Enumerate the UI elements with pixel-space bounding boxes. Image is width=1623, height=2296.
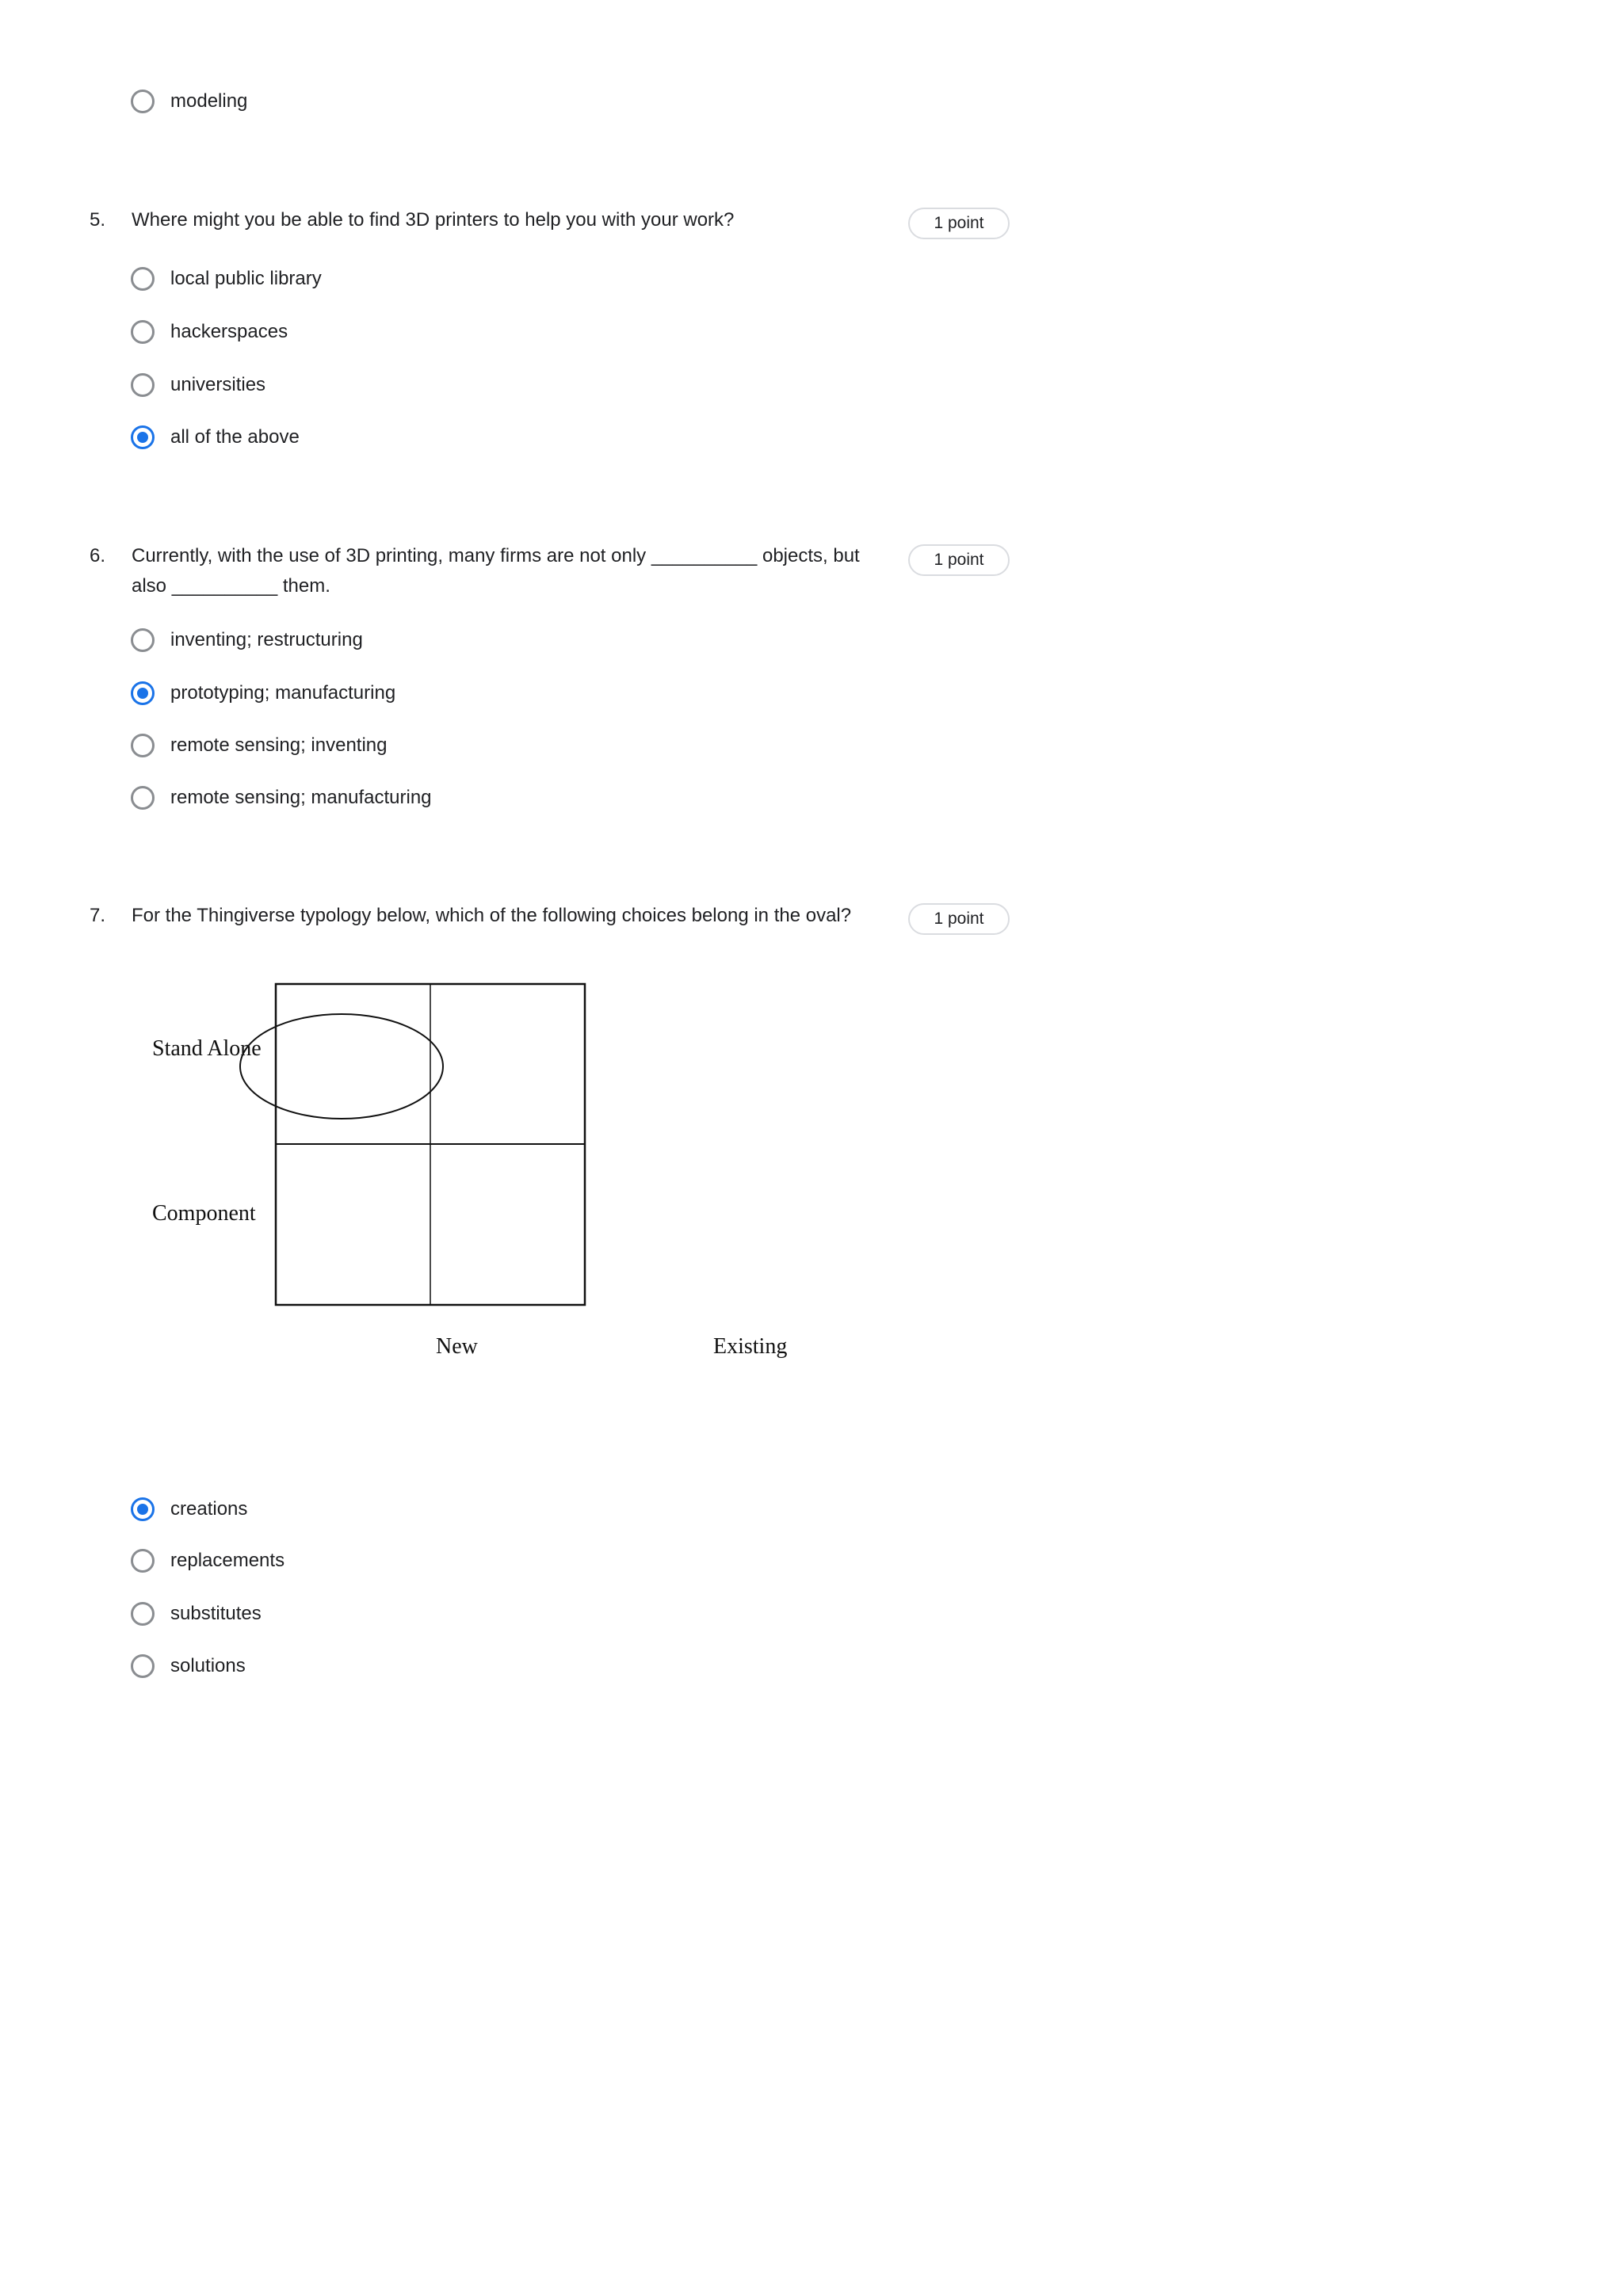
row-label-component: Component xyxy=(152,1201,256,1226)
radio-button[interactable] xyxy=(131,786,155,810)
option-hackerspaces[interactable] xyxy=(131,316,288,348)
radio-button[interactable] xyxy=(131,267,155,291)
row-label-stand-alone: Stand Alone xyxy=(152,1036,262,1061)
option-creations[interactable] xyxy=(131,1493,247,1525)
radio-button-selected[interactable] xyxy=(131,681,155,705)
option-universities[interactable] xyxy=(131,369,265,401)
radio-button[interactable] xyxy=(131,734,155,757)
radio-button-selected[interactable] xyxy=(131,1497,155,1521)
option-substitutes[interactable] xyxy=(131,1598,262,1630)
typology-diagram xyxy=(143,974,903,1386)
col-label-existing: Existing xyxy=(713,1334,788,1359)
radio-button[interactable] xyxy=(131,1654,155,1678)
option-label: prototyping; manufacturing xyxy=(170,682,396,704)
option-label: local public library xyxy=(170,268,322,289)
radio-button[interactable] xyxy=(131,1549,155,1573)
radio-button[interactable] xyxy=(131,373,155,397)
option-replacements[interactable] xyxy=(131,1545,285,1577)
option-prototyping-manufacturing[interactable] xyxy=(131,677,395,709)
question-5-number: 5. xyxy=(90,209,106,231)
radio-button[interactable] xyxy=(131,90,155,113)
question-6-points-badge: 1 point xyxy=(908,544,1010,576)
option-label: substitutes xyxy=(170,1603,262,1624)
option-label: solutions xyxy=(170,1655,246,1676)
question-6-text-line2: also __________ them. xyxy=(132,575,330,597)
radio-button[interactable] xyxy=(131,1602,155,1626)
question-7-text: For the Thingiverse typology below, which of the following choices belong in the oval? xyxy=(132,905,852,926)
question-5-text: Where might you be able to find 3D printers to help you with your work? xyxy=(132,209,735,231)
option-local-public-library[interactable] xyxy=(131,263,322,295)
option-label: creations xyxy=(170,1498,248,1520)
radio-button[interactable] xyxy=(131,320,155,344)
question-6-text-line1: Currently, with the use of 3D printing, many firms are not only __________ objects, but xyxy=(132,545,860,566)
option-remote-sensing-manufacturing[interactable] xyxy=(131,782,432,814)
question-7-points-badge: 1 point xyxy=(908,903,1010,935)
question-5-points-badge: 1 point xyxy=(908,208,1010,239)
option-remote-sensing-inventing[interactable] xyxy=(131,730,388,761)
option-all-of-the-above[interactable] xyxy=(131,421,300,453)
option-modeling[interactable] xyxy=(131,86,247,117)
option-solutions[interactable] xyxy=(131,1650,246,1682)
question-6-number: 6. xyxy=(90,545,106,566)
option-label: remote sensing; manufacturing xyxy=(170,787,432,808)
option-label: all of the above xyxy=(170,426,300,448)
col-label-new: New xyxy=(436,1334,478,1359)
option-label: hackerspaces xyxy=(170,321,288,342)
option-label: modeling xyxy=(170,90,248,112)
option-label: inventing; restructuring xyxy=(170,629,363,650)
question-7-number: 7. xyxy=(90,905,106,926)
option-label: replacements xyxy=(170,1550,285,1571)
radio-button[interactable] xyxy=(131,628,155,652)
option-inventing-restructuring[interactable] xyxy=(131,624,363,656)
option-label: remote sensing; inventing xyxy=(170,734,388,756)
radio-button-selected[interactable] xyxy=(131,425,155,449)
option-label: universities xyxy=(170,374,266,395)
